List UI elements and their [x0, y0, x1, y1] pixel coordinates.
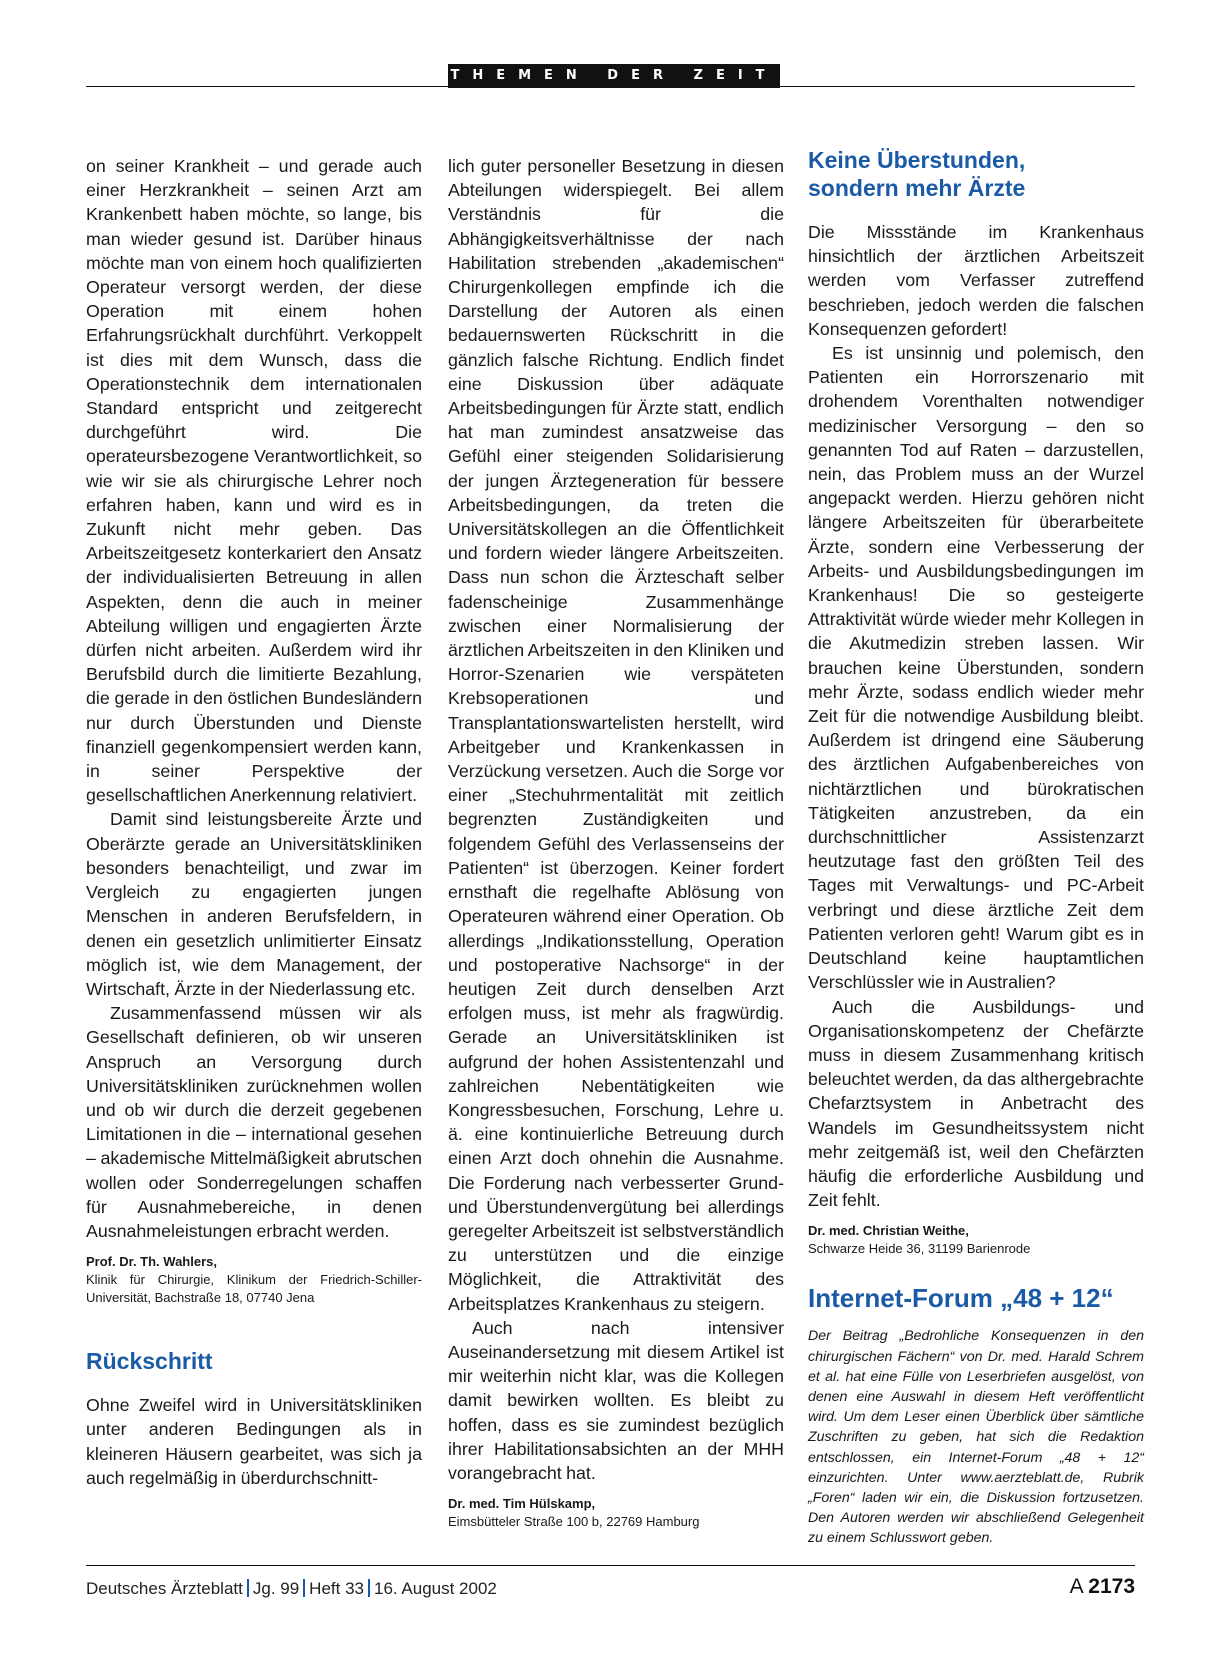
- journal-name: Deutsches Ärzteblatt: [86, 1579, 243, 1598]
- footer-separator: [368, 1579, 370, 1597]
- paragraph: Die Missstände im Krankenhaus hinsichtlich der ärztlichen Arbeitszeit werden vom Verfasser zutreffend beschrieben, jedoch werden die falschen Konsequenzen gefordert!: [808, 222, 1144, 339]
- author-address: Klinik für Chirurgie, Klinikum der Friedrich-Schiller-Universität, Bachstraße 18, 07740 Jena: [86, 1272, 422, 1306]
- issue: Heft 33: [309, 1579, 364, 1598]
- section-header: THEMEN DER ZEIT: [448, 64, 780, 88]
- column-3: [808, 146, 1144, 1549]
- paragraph: Damit sind leistungsbereite Ärzte und Oberärzte gerade an Universitätskliniken besonders benachteiligt, und zwar im Vergleich zu engagierten jungen Menschen in anderen Berufsfeldern, in denen ein gesetzlich unlimitierter Einsatz möglich ist, wie dem Management, der Wirtschaft, Ärzte in der Niederlassung etc.: [86, 809, 422, 999]
- author-address: Schwarze Heide 36, 31199 Barienrode: [808, 1241, 1031, 1257]
- paragraph: Auch nach intensiver Auseinandersetzung mit diesem Artikel ist mir weiterhin nicht klar, was die Kollegen damit bewirken wollten. Es bleibt zu hoffen, dass es sie zumindest bezüglich ihrer Habilitationsabsichten an der MHH vorangebracht hat.: [448, 1317, 784, 1483]
- author-name: Dr. med. Christian Weithe,: [808, 1223, 969, 1239]
- author-name: Prof. Dr. Th. Wahlers,: [86, 1254, 217, 1270]
- paragraph: Auch die Ausbildungs- und Organisationskompetenz der Chefärzte muss in diesem Zusammenhang kritisch beleuchtet werden, da das althergebrachte Chefarztsystem in Anbetracht des Wandels im Gesundheitssystem nicht mehr zeitgemäß ist, weil den Chefärzten häufig die erforderliche Ausbildung und Zeit fehlt.: [808, 996, 1144, 1211]
- paragraph: Es ist unsinnig und polemisch, den Patienten ein Horrorszenario mit drohendem Vorenthalten notwendiger medizinischer Versorgung – den so genannten Tod auf Raten – darzustellen, nein, das Problem muss an der Wurzel angepackt werden. Hierzu gehören nicht längere Arbeitszeiten für überarbeitete Ärzte, sondern eine Verbesserung der Arbeits- und Ausbildungsbedingungen im Krankenhaus! Die so gesteigerte Attraktivität würde wieder mehr Kollegen in die Akutmedizin streben lassen. Wir brauchen keine Überstunden, sondern mehr Ärzte, sodass endlich wieder mehr Zeit für die notwendige Ausbildung bleibt. Außerdem ist dringend eine Säuberung des ärztlichen Aufgabenbereiches von nichtärztlichen und bürokratischen Tätigkeiten anzustreben, da ein durchschnittlicher Assistenzarzt heutzutage fast den größten Teil des Tages mit Verwaltungs- und PC-Arbeit verbringt und diese ärztliche Zeit dem Patienten verloren geht! Warum gibt es in Deutschland keine hauptamtlichen Verschlüssler wie in Australien?: [808, 343, 1144, 993]
- paragraph: on seiner Krankheit – und gerade auch einer Herzkrankheit – seinen Arzt am Krankenbett haben möchte, so lange, bis man wieder gesund ist. Darüber hinaus möchte man von einem hoch qualifizierten Operateur versorgt werden, der diese Operation mit einem hohen Erfahrungsrückhalt durchführt. Verkoppelt ist dies mit dem Wunsch, dass die Operationstechnik dem internationalen Standard entspricht und zeitgerecht durchgeführt wird. Die operateursbezogene Verantwortlichkeit, so wie wir sie als chirurgische Lehrer noch erfahren haben, kann und wird es in Zukunft nicht mehr geben. Das Arbeitszeitgesetz konterkariert den Ansatz der individualisierten Betreuung in allen Aspekten, denn die auch in meiner Abteilung willigen und engagierten Ärzte dürfen nicht arbeiten. Außerdem wird ihr Berufsbild durch die limitierte Bezahlung, die gerade in den östlichen Bundesländern nur durch Überstunden und Dienste finanziell gegenkompensiert werden kann, in seiner Perspektive der gesellschaftlichen Anerkennung relativiert.: [86, 156, 422, 806]
- article-heading: Keine Überstunden, sondern mehr Ärzte: [808, 147, 1026, 201]
- paragraph: Zusammenfassend müssen wir als Gesellschaft definieren, ob wir unseren Anspruch an Versorgung durch Universitätskliniken zurücknehmen wollen und ob wir durch die derzeit gegebenen Limitationen in die – international gesehen – akademische Mittelmäßigkeit abrutschen wollen oder Sonderregelungen schaffen für Ausnahmebereiche, in denen Ausnahmeleistungen erbracht werden.: [86, 1003, 422, 1241]
- footer-rule: [86, 1565, 1135, 1566]
- column-2: [448, 154, 784, 1531]
- forum-notice: Der Beitrag „Bedrohliche Konsequenzen in den chirurgischen Fächern“ von Dr. med. Harald Schrem et al. hat eine Fülle von Leserbriefen ausgelöst, von denen eine Auswahl in diesem Heft veröffentlicht wird. Um dem Leser einen Überblick über sämtliche Zuschriften zu geben, hat sich die Redaktion entschlossen, ein Internet-Forum „48 + 12“ einzurichten. Unter www.aerzteblatt.de, Rubrik „Foren“ laden wir ein, die Diskussion fortzusetzen. Den Autoren werden wir abschließend Gelegenheit zu einem Schlusswort geben.: [808, 1328, 1144, 1547]
- page-number: [1070, 1575, 1135, 1599]
- article-heading: Rückschritt: [86, 1348, 213, 1375]
- author-name: Dr. med. Tim Hülskamp,: [448, 1496, 596, 1512]
- page-number-value: 2173: [1088, 1575, 1135, 1598]
- volume: Jg. 99: [252, 1579, 300, 1598]
- column-1: [86, 154, 422, 1490]
- header-rule: [86, 86, 1135, 87]
- paragraph: lich guter personeller Besetzung in diesen Abteilungen widerspiegelt. Bei allem Verständnis für die Abhängigkeitsverhältnisse der nach Habilitation strebenden „akademischen“ Chirurgenkollegen empfinde ich die Darstellung der Autoren als einen bedauernswerten Rückschritt in die gänzlich falsche Richtung. Endlich findet eine Diskussion über adäquate Arbeitsbedingungen für Ärzte statt, endlich hat man zumindest ansatzweise das Gefühl einer steigenden Solidarisierung der jungen Ärztegeneration für bessere Arbeitsbedingungen, da treten die Universitätskollegen an die Öffentlichkeit und fordern wieder längere Arbeitszeiten. Dass nun schon die Ärzteschaft selber fadenscheinige Zusammenhänge zwischen einer Normalisierung der ärztlichen Arbeitszeiten in den Kliniken und Horror-Szenarien wie verspäteten Krebsoperationen und Transplantationswartelisten herstellt, wird Arbeitgeber und Krankenkassen in Verzückung versetzen. Auch die Sorge vor einer „Stechuhrmentalität mit zeitlich begrenzten Zuständigkeiten und folgendem Gefühl des Verlassenseins der Patienten“ ist überzogen. Keiner fordert ernsthaft die regelhafte Ablösung von Operateuren während einer Operation. Ob allerdings „Indikationsstellung, Operation und postoperative Nachsorge“ in der heutigen Zeit durch denselben Arzt erfolgen muss, ist mehr als fragwürdig. Gerade an Universitätskliniken ist aufgrund der hohen Assistentenzahl und zahlreichen Nebentätigkeiten wie Kongressbesuchen, Forschung, Lehre u. ä. eine kontinuierliche Betreuung durch einen Arzt doch ohnehin die Ausnahme. Die Forderung nach verbesserter Grund- und Überstundenvergütung bei allerdings geregelter Arbeitszeit ist selbstverständlich zu unterstützen und die einzige Möglichkeit, die Attraktivität des Arbeitsplatzes Krankenhaus zu steigern.: [448, 156, 784, 1314]
- footer-separator: [247, 1579, 249, 1597]
- page-prefix: A: [1069, 1575, 1083, 1598]
- paragraph: Ohne Zweifel wird in Universitätskliniken unter anderen Bedingungen als in kleineren Häusern gearbeitet, was sich ja auch regelmäßig in überdurchschnitt-: [86, 1395, 422, 1488]
- footer: [86, 1579, 497, 1599]
- footer-separator: [303, 1579, 305, 1597]
- author-address: Eimsbütteler Straße 100 b, 22769 Hamburg: [448, 1514, 700, 1530]
- issue-date: 16. August 2002: [373, 1579, 497, 1598]
- forum-heading: Internet-Forum „48 + 12“: [808, 1283, 1114, 1314]
